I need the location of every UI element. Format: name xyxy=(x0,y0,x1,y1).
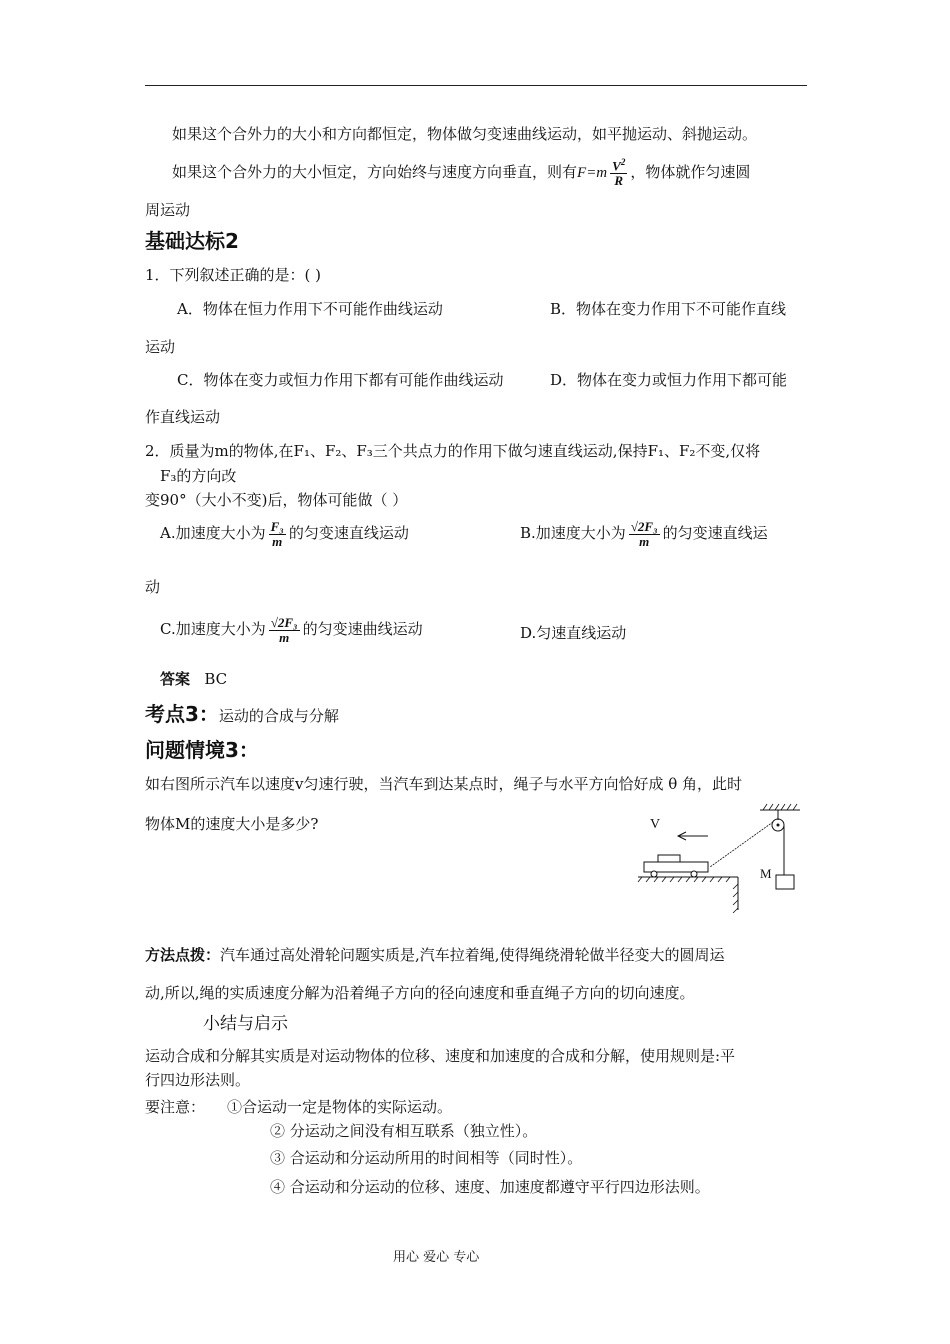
q1-option-b-cont: 运动 xyxy=(145,338,176,356)
question-2-line2: F₃的方向改 xyxy=(160,467,237,485)
paragraph-centripetal-cont: 周运动 xyxy=(145,201,191,219)
paragraph-constant-force: 如果这个合外力的大小和方向都恒定，物体做匀变速曲线运动，如平抛运动、斜抛运动。 xyxy=(172,125,758,143)
question-2-line3: 变90°（大小不变)后，物体可能做（ ） xyxy=(145,491,408,509)
scenario-line2: 物体M的速度大小是多少? xyxy=(145,815,319,833)
paragraph-centripetal-text: 如果这个合外力的大小恒定，方向始终与速度方向垂直，则有 xyxy=(172,162,578,181)
scenario-line1: 如右图所示汽车以速度v匀速行驶，当汽车到达某点时，绳子与水平方向恰好成 θ 角，此时 xyxy=(145,775,743,793)
q2-option-b-cont: 动 xyxy=(145,578,161,596)
note-2: ② 分运动之间没有相互联系（独立性）。 xyxy=(270,1122,538,1140)
formula-superscript: 2 xyxy=(620,157,626,167)
fraction-numerator: √2F₃ xyxy=(270,615,298,630)
pulley-axle xyxy=(777,824,780,827)
method-label: 方法点拨： xyxy=(145,946,221,964)
kaodian-3-label: 考点3： xyxy=(145,702,219,726)
fraction-denominator: m xyxy=(639,533,650,549)
summary-line1: 运动合成和分解其实质是对运动物体的位移、速度和加速度的合成和分解，使用规则是:平 xyxy=(145,1047,736,1065)
q2-option-a-label: A.加速度大小为 xyxy=(160,524,266,543)
fraction-denominator: m xyxy=(279,629,290,645)
page-footer: 用心 爱心 专心 xyxy=(393,1250,480,1265)
kaodian-3 xyxy=(145,702,339,726)
formula-denominator: R xyxy=(614,172,624,188)
fraction-root2-f3-over-m xyxy=(629,520,660,548)
car-icon xyxy=(644,855,708,877)
note-label: 要注意： xyxy=(145,1098,206,1116)
q2-option-a xyxy=(160,520,409,548)
fraction-denominator: m xyxy=(272,533,283,549)
note-3: ③ 合运动和分运动所用的时间相等（同时性）。 xyxy=(270,1149,583,1167)
velocity-label: V xyxy=(650,817,661,832)
fraction-f3-over-m xyxy=(269,520,286,548)
formula-F: F xyxy=(577,164,587,181)
q1-option-d: D．物体在变力或恒力作用下都可能 xyxy=(550,371,788,389)
fraction-numerator: F₃ xyxy=(270,519,284,534)
summary-line2: 行四边形法则。 xyxy=(145,1071,251,1089)
q2-option-b-label: B.加速度大小为 xyxy=(520,524,626,543)
note-4: ④ 合运动和分运动的位移、速度、加速度都遵守平行四边形法则。 xyxy=(270,1178,710,1196)
fraction-numerator: √2F₃ xyxy=(630,519,658,534)
fraction-root2-f3-over-m xyxy=(269,616,300,644)
mass-block xyxy=(776,875,794,889)
summary-title: 小结与启示 xyxy=(203,1014,288,1034)
heading-scenario-3: 问题情境3： xyxy=(145,738,259,762)
q2-option-b xyxy=(520,520,768,548)
ground-hatch xyxy=(638,877,738,913)
q1-option-d-cont: 作直线运动 xyxy=(145,408,221,426)
q2-option-a-tail: 的匀变速直线运动 xyxy=(288,524,409,543)
q2-option-d: D.匀速直线运动 xyxy=(520,624,627,642)
q2-option-c-tail: 的匀变速曲线运动 xyxy=(302,620,423,639)
ceiling-hatch xyxy=(763,804,797,810)
note-1: ①合运动一定是物体的实际运动。 xyxy=(227,1098,453,1116)
rope-diagonal xyxy=(710,822,773,867)
q1-option-b: B．物体在变力作用下不可能作直线 xyxy=(550,300,787,318)
header-rule xyxy=(145,85,807,86)
q2-option-c-label: C.加速度大小为 xyxy=(160,620,266,639)
question-1: 1．下列叙述正确的是：( ) xyxy=(145,266,322,284)
paragraph-centripetal-tail: ，物体就作匀速圆 xyxy=(630,162,751,181)
formula-fraction xyxy=(610,158,627,188)
q2-option-b-tail: 的匀变速直线运 xyxy=(662,524,768,543)
answer-label: 答案 xyxy=(160,670,191,688)
method-line2: 动,所以,绳的实质速度分解为沿着绳子方向的径向速度和垂直绳子方向的切向速度。 xyxy=(145,984,695,1002)
heading-basic: 基础达标2 xyxy=(145,229,239,253)
answer xyxy=(160,670,227,688)
q1-option-c: C．物体在变力或恒力作用下都有可能作曲线运动 xyxy=(177,371,504,389)
kaodian-3-text: 运动的合成与分解 xyxy=(218,707,339,725)
question-2-line1: 2．质量为m的物体,在F₁、F₂、F₃三个共点力的作用下做匀速直线运动,保持F₁、F₂不变,仅将 xyxy=(145,442,761,460)
formula-eq: =m xyxy=(586,164,608,181)
mass-label: M xyxy=(760,866,772,881)
q1-option-a: A．物体在恒力作用下不可能作曲线运动 xyxy=(177,300,443,318)
method-text1: 汽车通过高处滑轮问题实质是,汽车拉着绳,使得绳绕滑轮做半径变大的圆周运 xyxy=(220,946,725,964)
method-line1 xyxy=(145,946,725,964)
paragraph-centripetal xyxy=(172,158,750,188)
q2-option-c xyxy=(160,616,423,644)
car-pulley-figure xyxy=(630,802,810,914)
answer-value: BC xyxy=(204,670,228,688)
formula-numerator: V xyxy=(612,158,621,174)
